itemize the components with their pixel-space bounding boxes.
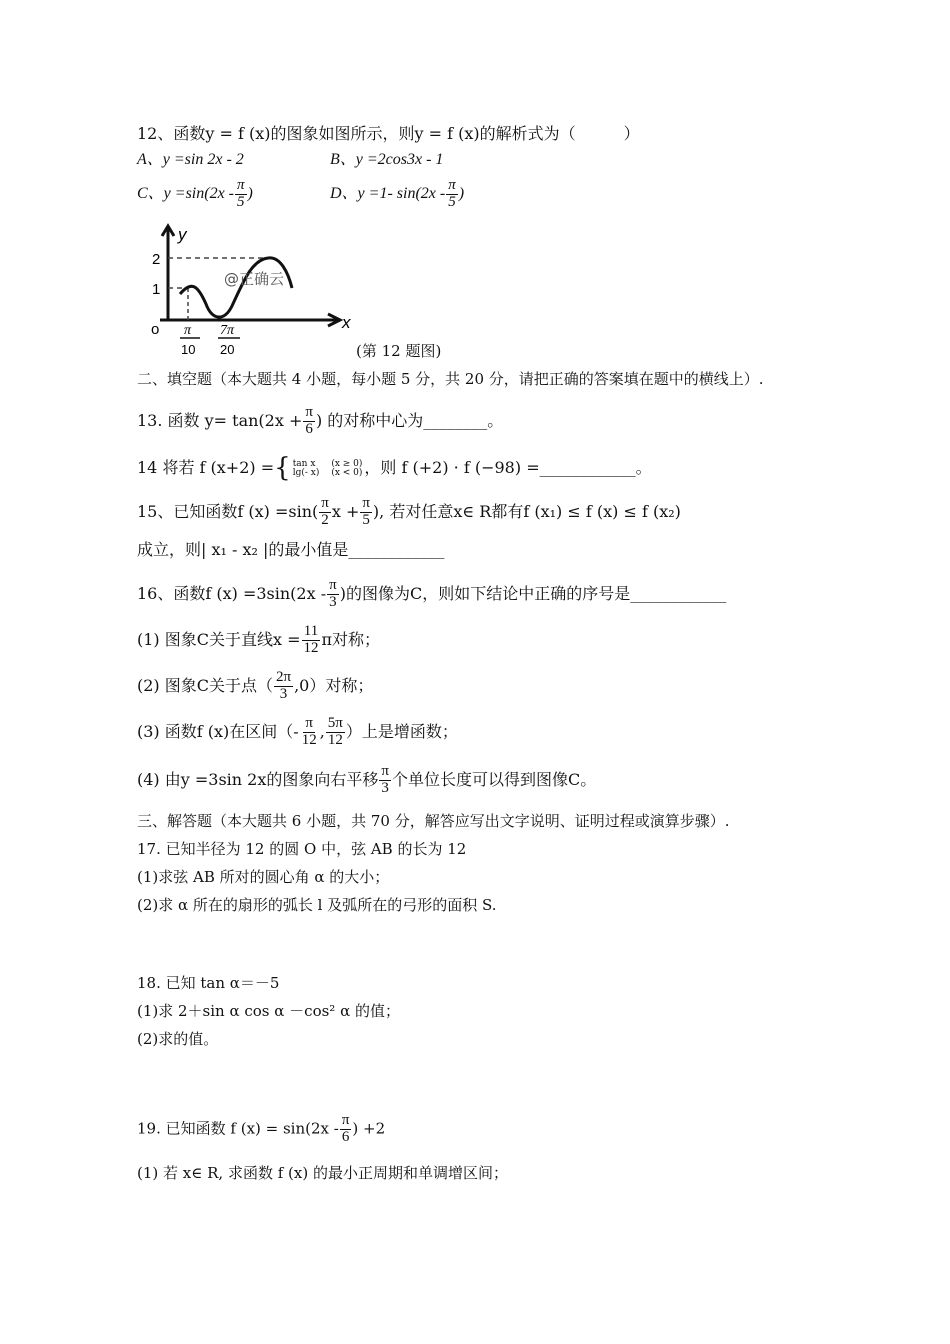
q12-function-graph — [140, 222, 360, 362]
q18-stem: 18. 已知 tan α＝－5 — [137, 974, 280, 992]
q19-part1: (1) 若 x∈ R, 求函数 f (x) 的最小正周期和单调增区间； — [137, 1164, 508, 1182]
q15-line2: 成立，则| x₁ - x₂ |的最小值是____________ — [137, 540, 445, 559]
q15: 15、已知函数f (x) =sin( $\frac{\pi}{2}$ x + $\frac{\pi}{5}$ ), 若对任意x∈ R都有f (x₁) ≤ f (x) ≤ f (x₂) — [137, 495, 681, 528]
q13: 13. 函数 y= tan(2x + $\frac{\pi}{6}$ ) 的对称中心为________。 — [137, 404, 504, 437]
q18-part1: (1)求 2＋sin α cos α －cos² α 的值； — [137, 1002, 400, 1020]
section3-heading: 三、解答题（本大题共 6 小题，共 70 分，解答应写出文字说明、证明过程或演算步骤）. — [137, 812, 730, 830]
q16-statement-2: (2) 图象C关于点（ $\frac{2\pi}{3}$ ,0）对称； — [137, 669, 374, 702]
y-tick-2: 2 — [152, 251, 161, 268]
x-tick-7pi20-num: 7π — [220, 323, 235, 338]
q12-option-d: D、y =1- sin(2x - $\frac{\pi}{5}$ ) — [330, 177, 465, 210]
q16-statement-3: (3) 函数f (x)在区间（- $\frac{\pi}{12}$ , $\frac{5\pi}{12}$ ）上是增函数； — [137, 715, 458, 748]
y-tick-1: 1 — [152, 281, 161, 298]
q12-option-c: C、y =sin(2x - $\frac{\pi}{5}$ ) — [137, 177, 253, 210]
x-axis-label: x — [342, 313, 351, 332]
q14: 14 将若 f (x+2) ={ tan x lg(- x) (x ≥ 0) (x < 0) ，则 f (+2) · f (−98) =____________。 — [137, 453, 652, 483]
watermark: @正确云 — [224, 270, 285, 288]
q16: 16、函数f (x) =3sin(2x - $\frac{\pi}{3}$ )的图像为C，则如下结论中正确的序号是____________ — [137, 577, 727, 610]
q17-stem: 17. 已知半径为 12 的圆 O 中，弦 AB 的长为 12 — [137, 840, 467, 858]
origin-label: o — [151, 321, 160, 338]
q18-part2: (2)求的值。 — [137, 1030, 219, 1048]
q16-statement-4: (4) 由y =3sin 2x的图象向右平移 $\frac{\pi}{3}$ 个单位长度可以得到图像C。 — [137, 763, 597, 796]
q12-caption: (第 12 题图) — [356, 342, 442, 360]
x-tick-7pi20-den: 20 — [220, 342, 235, 357]
q12-stem: 12、函数y = f (x)的图象如图所示，则y = f (x)的解析式为（ ） — [137, 124, 640, 143]
section2-heading: 二、填空题（本大题共 4 小题，每小题 5 分，共 20 分，请把正确的答案填在题中的横线上）. — [137, 370, 764, 388]
q19-stem: 19. 已知函数 f (x) = sin(2x - $\frac{\pi}{6}$ ) +2 — [137, 1112, 386, 1145]
y-axis-label: y — [178, 225, 187, 244]
q12-option-b: B、y =2cos3x - 1 — [330, 151, 444, 168]
x-tick-pi10-den: 10 — [181, 342, 196, 357]
x-tick-pi10-num: π — [184, 323, 192, 338]
q17-part1: (1)求弦 AB 所对的圆心角 α 的大小； — [137, 868, 390, 886]
q16-statement-1: (1) 图象C关于直线x = $\frac{11}{12}$ π对称； — [137, 623, 381, 656]
q17-part2: (2)求 α 所在的扇形的弧长 l 及弧所在的弓形的面积 S. — [137, 896, 497, 914]
q12-option-a: A、y =sin 2x - 2 — [137, 151, 244, 168]
